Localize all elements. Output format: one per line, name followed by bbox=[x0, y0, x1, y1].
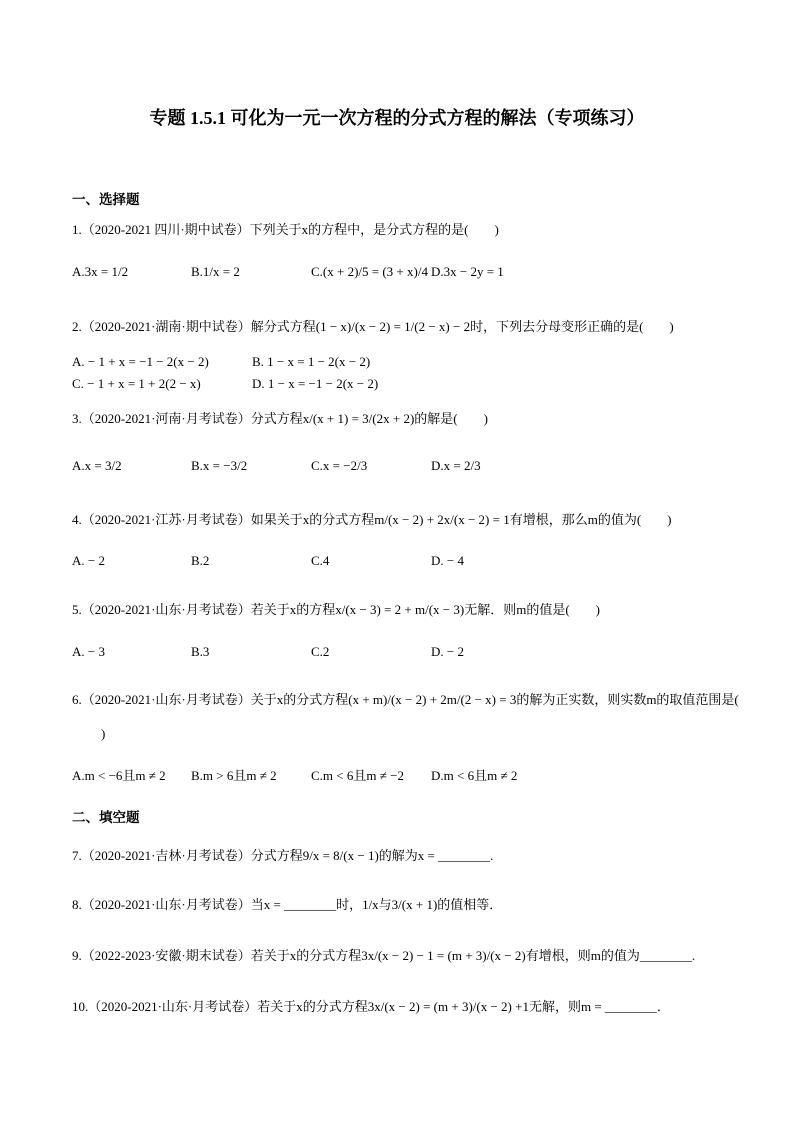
question-7-stem: 7.（2020-2021·吉林·月考试卷）分式方程9/x = 8/(x − 1)的解为x = ________. bbox=[72, 848, 494, 863]
question-4-option-b: B.2 bbox=[191, 553, 210, 568]
question-6-stem-continued: ) bbox=[101, 726, 106, 741]
question-4-option-a: A. − 2 bbox=[72, 553, 105, 568]
question-2-option-d: D. 1 − x = −1 − 2(x − 2) bbox=[252, 376, 379, 391]
question-5-option-b: B.3 bbox=[191, 644, 210, 659]
question-5-option-c: C.2 bbox=[311, 644, 330, 659]
question-4-option-c: C.4 bbox=[311, 553, 330, 568]
question-10-stem: 10.（2020-2021·山东·月考试卷）若关于x的分式方程3x/(x − 2) = (m + 3)/(x − 2) +1无解，则m = ________． bbox=[72, 999, 670, 1014]
question-3-option-c: C.x = −2/3 bbox=[311, 458, 368, 473]
question-1-option-b: B.1/x = 2 bbox=[191, 264, 240, 279]
question-5-option-d: D. − 2 bbox=[431, 644, 464, 659]
question-2-option-c: C. − 1 + x = 1 + 2(2 − x) bbox=[72, 376, 201, 391]
question-2-option-a: A. − 1 + x = −1 − 2(x − 2) bbox=[72, 354, 209, 369]
section-fill-heading: 二、填空题 bbox=[72, 810, 140, 825]
section-choice-heading: 一、选择题 bbox=[72, 192, 140, 207]
question-8-stem: 8.（2020-2021·山东·月考试卷）当x = ________时，1/x与3/(x + 1)的值相等． bbox=[72, 897, 503, 912]
question-6-stem: 6.（2020-2021·山东·月考试卷）关于x的分式方程(x + m)/(x − 2) + 2m/(2 − x) = 3的解为正实数，则实数m的取值范围是( bbox=[72, 692, 739, 707]
question-4-stem: 4.（2020-2021·江苏·月考试卷）如果关于x的分式方程m/(x − 2) + 2x/(x − 2) = 1有增根，那么m的值为( ) bbox=[72, 512, 672, 527]
question-6-option-b: B.m > 6且m ≠ 2 bbox=[191, 768, 277, 783]
question-9-stem: 9.（2022-2023·安徽·期末试卷）若关于x的分式方程3x/(x − 2) − 1 = (m + 3)/(x − 2)有增根，则m的值为________. bbox=[72, 948, 696, 963]
question-2-stem: 2.（2020-2021·湖南·期中试卷）解分式方程(1 − x)/(x − 2) = 1/(2 − x) − 2时，下列去分母变形正确的是( ) bbox=[72, 319, 674, 334]
question-6-option-c: C.m < 6且m ≠ −2 bbox=[311, 768, 404, 783]
page-title: 专题 1.5.1 可化为一元一次方程的分式方程的解法（专项练习） bbox=[149, 108, 645, 128]
question-1-stem: 1.（2020-2021 四川·期中试卷）下列关于x的方程中，是分式方程的是( ) bbox=[72, 222, 499, 237]
question-3-option-a: A.x = 3/2 bbox=[72, 458, 122, 473]
question-2-option-b: B. 1 − x = 1 − 2(x − 2) bbox=[252, 354, 371, 369]
question-4-option-d: D. − 4 bbox=[431, 553, 464, 568]
question-1-option-d: D.3x − 2y = 1 bbox=[431, 264, 504, 279]
question-3-stem: 3.（2020-2021·河南·月考试卷）分式方程x/(x + 1) = 3/(2x + 2)的解是( ) bbox=[72, 411, 488, 426]
question-3-option-b: B.x = −3/2 bbox=[191, 458, 248, 473]
question-6-option-a: A.m < −6且m ≠ 2 bbox=[72, 768, 166, 783]
question-5-option-a: A. − 3 bbox=[72, 644, 105, 659]
question-1-option-c: C.(x + 2)/5 = (3 + x)/4 bbox=[311, 264, 428, 279]
question-1-option-a: A.3x = 1/2 bbox=[72, 264, 129, 279]
question-6-option-d: D.m < 6且m ≠ 2 bbox=[431, 768, 518, 783]
question-3-option-d: D.x = 2/3 bbox=[431, 458, 481, 473]
question-5-stem: 5.（2020-2021·山东·月考试卷）若关于x的方程x/(x − 3) = 2 + m/(x − 3)无解．则m的值是( ) bbox=[72, 602, 600, 617]
